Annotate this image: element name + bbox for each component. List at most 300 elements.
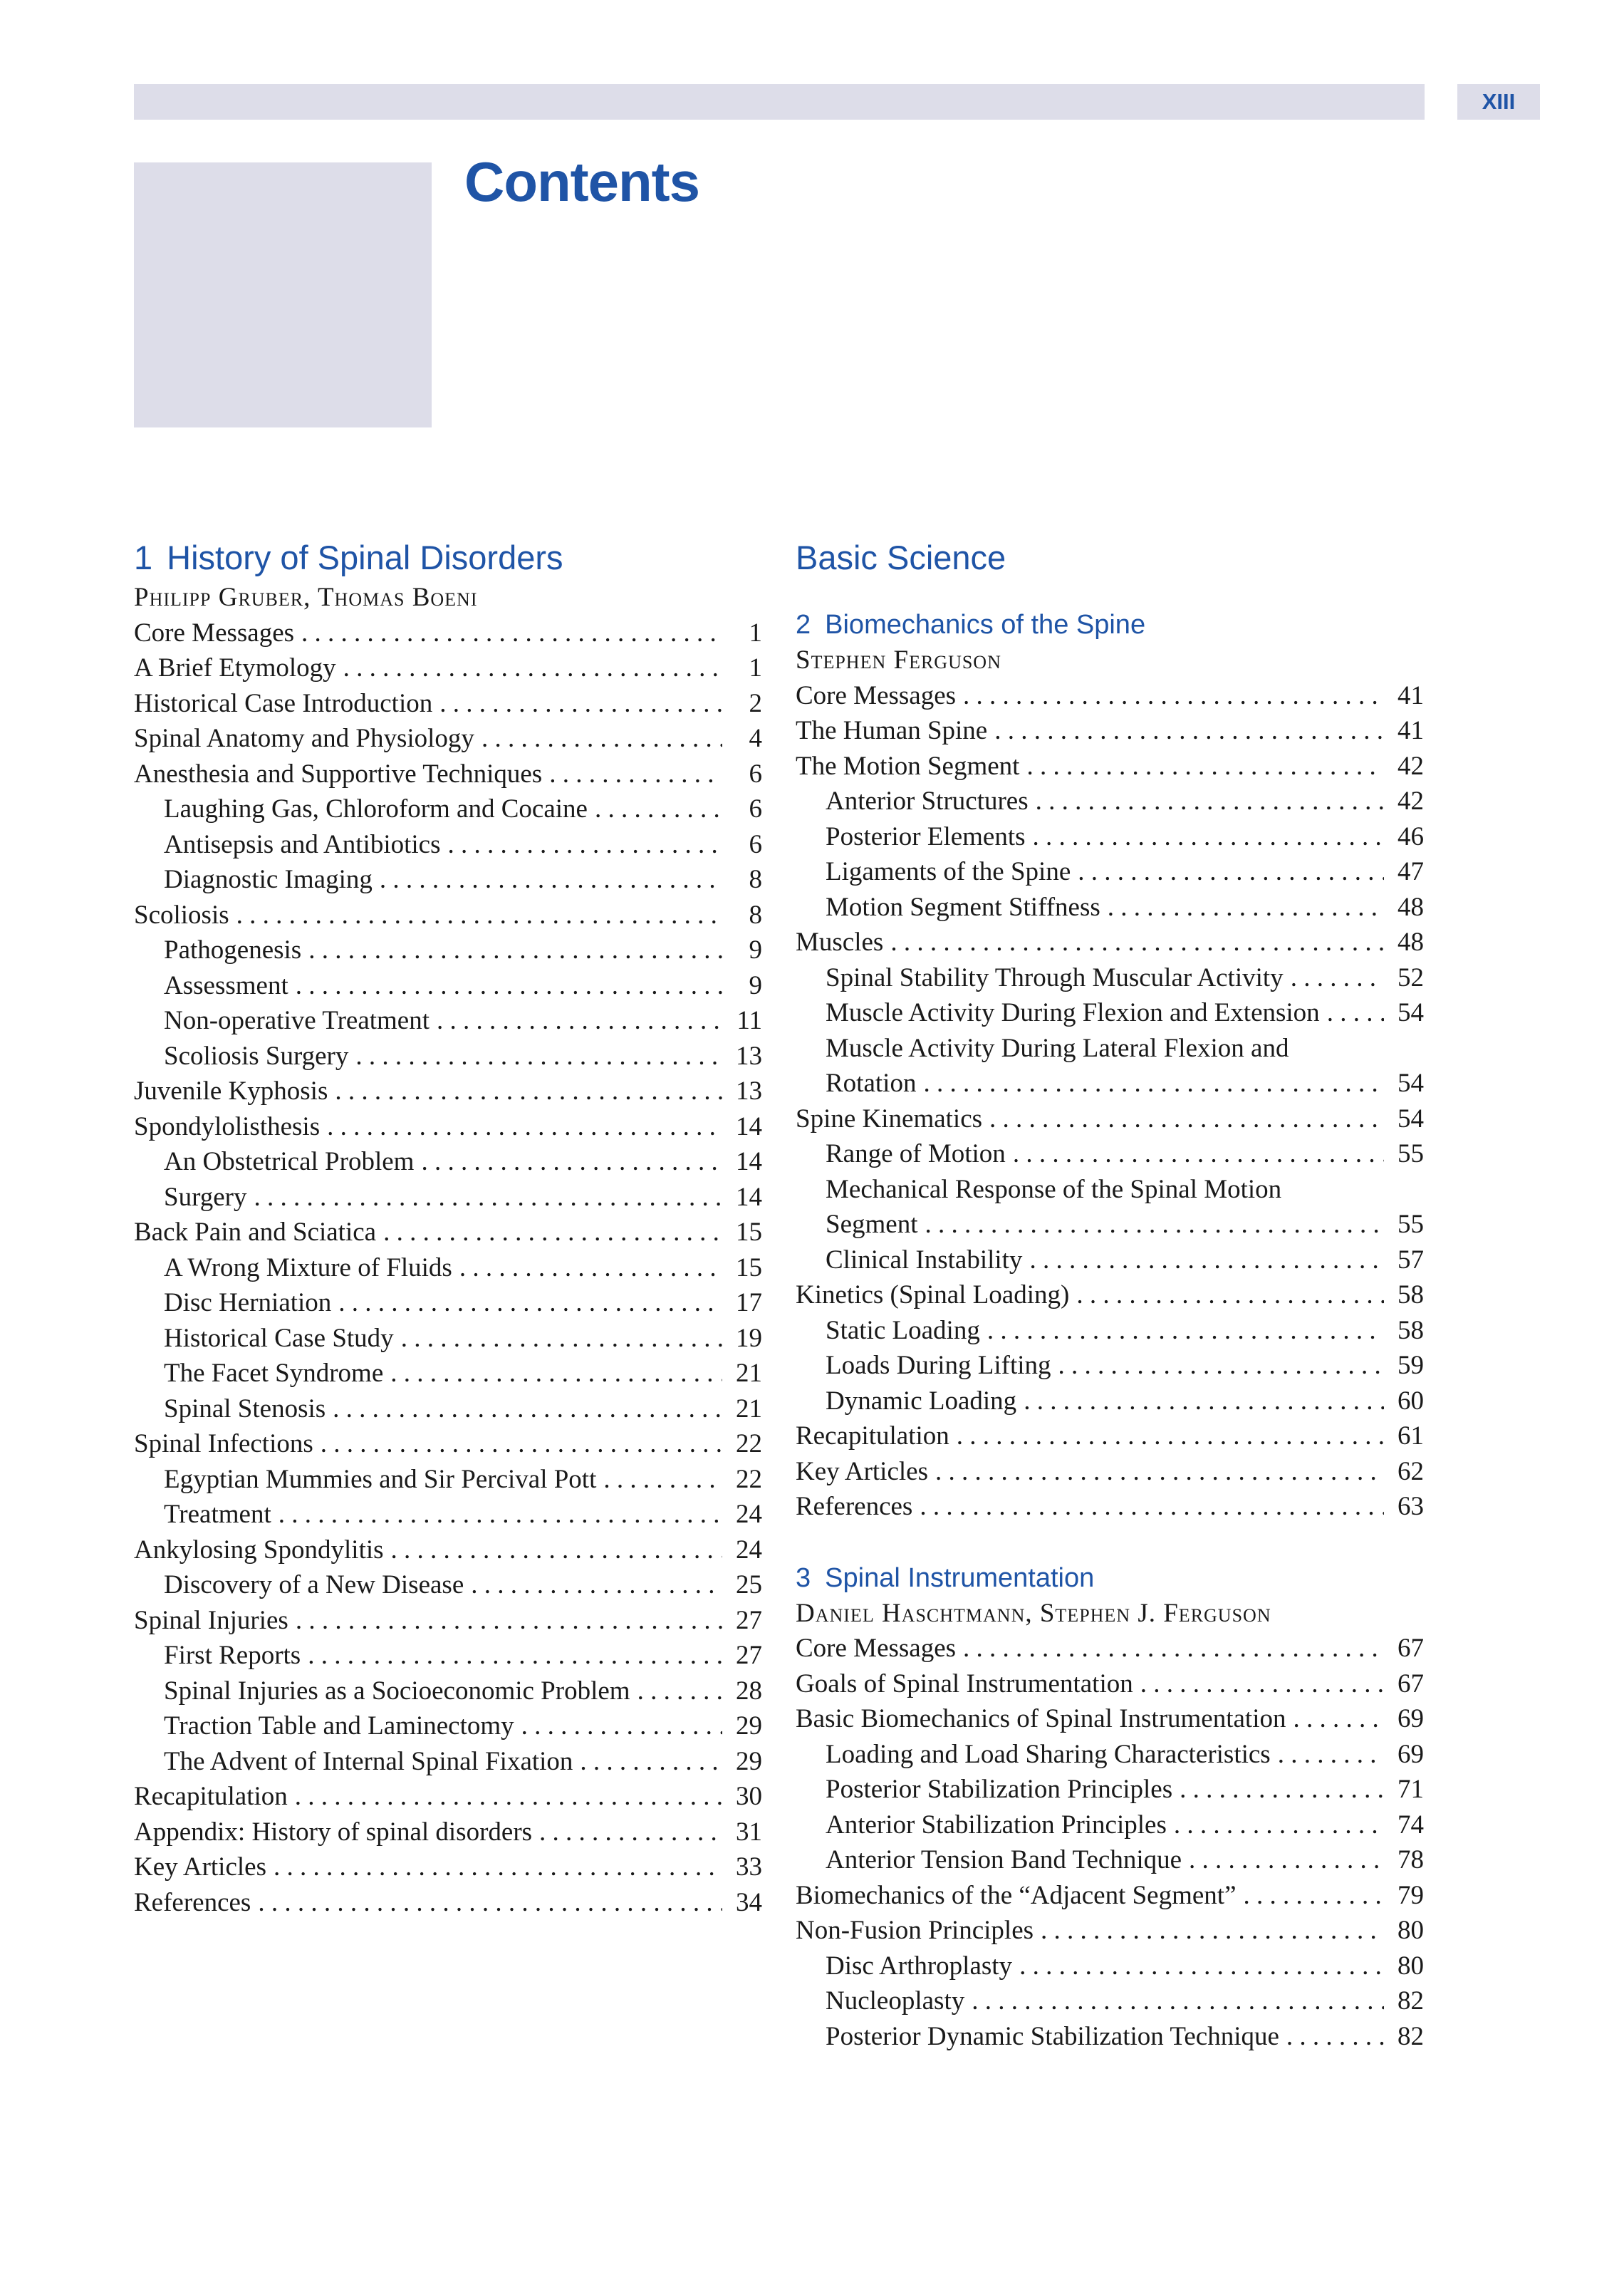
toc-subentry[interactable] bbox=[796, 1737, 1424, 1773]
toc-entry-title: Disc Arthroplasty bbox=[826, 1951, 1013, 1981]
dot-leader bbox=[1029, 1243, 1384, 1278]
chapter-number: 2 bbox=[796, 610, 811, 640]
dot-leader bbox=[637, 1674, 722, 1709]
toc-page-number: 27 bbox=[736, 1641, 762, 1670]
toc-entry[interactable] bbox=[134, 1603, 762, 1639]
toc-entry[interactable] bbox=[134, 686, 762, 722]
toc-page-number: 54 bbox=[1397, 1104, 1424, 1134]
toc-page-number: 29 bbox=[736, 1711, 762, 1741]
toc-entry-title: Posterior Stabilization Principles bbox=[826, 1775, 1173, 1804]
toc-page-number: 4 bbox=[749, 724, 762, 753]
toc-page-number: 13 bbox=[736, 1041, 762, 1071]
dot-leader bbox=[236, 898, 722, 933]
dot-leader bbox=[595, 792, 722, 827]
toc-subentry[interactable] bbox=[796, 1066, 1424, 1101]
toc-page-number: 21 bbox=[736, 1359, 762, 1388]
toc-subentry[interactable] bbox=[134, 1462, 762, 1498]
toc-entry-title: A Brief Etymology bbox=[134, 653, 336, 683]
toc-page-number: 48 bbox=[1397, 892, 1424, 922]
toc-entry[interactable] bbox=[796, 678, 1424, 714]
dot-leader bbox=[963, 1631, 1384, 1666]
toc-page-number: 9 bbox=[749, 935, 762, 965]
dot-leader bbox=[295, 1779, 722, 1815]
dot-leader bbox=[333, 1391, 722, 1427]
spacer bbox=[796, 1525, 1424, 1560]
toc-entry-title: Muscle Activity During Flexion and Extension bbox=[826, 998, 1320, 1027]
chapter-3-title[interactable] bbox=[796, 1560, 1424, 1596]
toc-subentry[interactable] bbox=[796, 1313, 1424, 1349]
toc-column-right bbox=[796, 536, 1424, 2054]
toc-page-number: 46 bbox=[1397, 821, 1424, 851]
toc-entry-title: Anesthesia and Supportive Techniques bbox=[134, 759, 543, 789]
toc-entry-title: A Wrong Mixture of Fluids bbox=[164, 1252, 452, 1282]
toc-page-number: 80 bbox=[1397, 1916, 1424, 1945]
toc-entry-title: Key Articles bbox=[134, 1852, 266, 1882]
toc-subentry[interactable] bbox=[796, 819, 1424, 855]
toc-entry-title: Recapitulation bbox=[796, 1421, 949, 1451]
toc-entry-title: Biomechanics of the “Adjacent Segment” bbox=[796, 1880, 1237, 1910]
toc-entry[interactable] bbox=[134, 1532, 762, 1568]
toc-entry[interactable] bbox=[134, 616, 762, 651]
toc-subentry[interactable] bbox=[796, 1243, 1424, 1278]
dot-leader bbox=[1036, 784, 1384, 819]
toc-subentry[interactable] bbox=[134, 1708, 762, 1744]
dot-leader bbox=[327, 1109, 722, 1145]
toc-entry-title: Treatment bbox=[164, 1500, 271, 1529]
toc-entry-title[interactable]: Muscle Activity During Lateral Flexion and bbox=[826, 1033, 1289, 1063]
toc-page-number: 48 bbox=[1397, 928, 1424, 957]
toc-page-number: 24 bbox=[736, 1535, 762, 1565]
toc-page-number: 11 bbox=[736, 1006, 762, 1035]
toc-subentry[interactable] bbox=[134, 1744, 762, 1780]
toc-entry[interactable] bbox=[796, 925, 1424, 960]
chapter-1-authors: Philipp Gruber, Thomas Boeni bbox=[134, 583, 478, 612]
toc-page-number: 80 bbox=[1397, 1951, 1424, 1981]
toc-page-number: 47 bbox=[1397, 857, 1424, 886]
toc-page-number: 19 bbox=[736, 1323, 762, 1353]
dot-leader bbox=[580, 1744, 722, 1780]
dot-leader bbox=[935, 1454, 1384, 1490]
page-title: Contents bbox=[464, 150, 699, 213]
toc-entry-title: Anterior Tension Band Technique bbox=[826, 1845, 1182, 1874]
toc-subentry[interactable] bbox=[796, 960, 1424, 996]
dot-leader bbox=[1327, 995, 1384, 1031]
toc-subentry[interactable] bbox=[134, 968, 762, 1004]
dot-leader bbox=[1041, 1913, 1384, 1949]
toc-subentry[interactable] bbox=[134, 1391, 762, 1427]
toc-page-number: 9 bbox=[749, 970, 762, 1000]
dot-leader bbox=[448, 827, 723, 863]
toc-entry-title: Key Articles bbox=[796, 1456, 928, 1486]
toc-subentry[interactable] bbox=[134, 862, 762, 898]
dot-leader bbox=[1180, 1772, 1384, 1807]
toc-entry-title: Assessment bbox=[164, 970, 288, 1000]
toc-subentry[interactable] bbox=[796, 1384, 1424, 1419]
toc-page-number: 1 bbox=[749, 653, 762, 683]
toc-subentry[interactable] bbox=[796, 1842, 1424, 1878]
toc-entry-title: Nucleoplasty bbox=[826, 1986, 965, 2016]
toc-entry-title: Posterior Elements bbox=[826, 821, 1026, 851]
toc-page-number: 42 bbox=[1397, 787, 1424, 816]
toc-subentry[interactable] bbox=[796, 1348, 1424, 1384]
dot-leader bbox=[923, 1066, 1384, 1101]
toc-page-number: 6 bbox=[749, 794, 762, 824]
toc-page-number: 21 bbox=[736, 1394, 762, 1423]
toc-entry-title: Ligaments of the Spine bbox=[826, 857, 1071, 886]
dot-leader bbox=[308, 933, 722, 968]
dot-leader bbox=[890, 925, 1384, 960]
dot-leader bbox=[1291, 960, 1384, 996]
toc-subentry[interactable] bbox=[134, 1003, 762, 1039]
toc-entry-title: Motion Segment Stiffness bbox=[826, 892, 1100, 922]
toc-subentry[interactable] bbox=[134, 792, 762, 827]
dot-leader bbox=[539, 1815, 722, 1850]
toc-page-number: 1 bbox=[749, 618, 762, 648]
dot-leader bbox=[920, 1489, 1384, 1525]
toc-subentry[interactable] bbox=[134, 1250, 762, 1286]
toc-entry[interactable] bbox=[134, 650, 762, 686]
dot-leader bbox=[437, 1003, 722, 1039]
toc-entry[interactable] bbox=[796, 1454, 1424, 1490]
toc-entry-title: Surgery bbox=[164, 1182, 247, 1212]
toc-page-number: 41 bbox=[1397, 680, 1424, 710]
toc-subentry[interactable] bbox=[796, 1807, 1424, 1843]
chapter-title-text: Biomechanics of the Spine bbox=[825, 610, 1146, 640]
toc-subentry[interactable] bbox=[796, 1772, 1424, 1807]
toc-entry[interactable] bbox=[796, 1701, 1424, 1737]
toc-page-number: 79 bbox=[1397, 1880, 1424, 1910]
toc-entry[interactable] bbox=[134, 1426, 762, 1462]
decorative-block bbox=[134, 162, 432, 427]
dot-leader bbox=[1013, 1136, 1384, 1172]
toc-entry-title: Historical Case Study bbox=[164, 1323, 394, 1353]
toc-page-number: 8 bbox=[749, 865, 762, 894]
toc-entry-title: Goals of Spinal Instrumentation bbox=[796, 1669, 1133, 1698]
toc-entry[interactable] bbox=[134, 1074, 762, 1109]
dot-leader bbox=[355, 1039, 722, 1074]
toc-entry-title: Loads During Lifting bbox=[826, 1351, 1051, 1380]
toc-subentry[interactable] bbox=[134, 1285, 762, 1321]
toc-column-left bbox=[134, 536, 762, 1920]
dot-leader bbox=[1140, 1666, 1384, 1702]
toc-subentry[interactable] bbox=[134, 1180, 762, 1215]
toc-entry-title: References bbox=[796, 1492, 913, 1521]
dot-leader bbox=[1174, 1807, 1384, 1843]
dot-leader bbox=[254, 1180, 722, 1215]
toc-entry-title: The Human Spine bbox=[796, 716, 988, 745]
toc-page-number: 57 bbox=[1397, 1245, 1424, 1275]
toc-page-number: 30 bbox=[736, 1782, 762, 1811]
toc-entry-title: Loading and Load Sharing Characteristics bbox=[826, 1739, 1271, 1769]
header-bar bbox=[134, 84, 1425, 120]
toc-entry-title: Spondylolisthesis bbox=[134, 1111, 321, 1141]
toc-entry-title: References bbox=[134, 1887, 251, 1917]
dot-leader bbox=[338, 1285, 722, 1321]
dot-leader bbox=[343, 650, 722, 686]
dot-leader bbox=[391, 1532, 722, 1568]
dot-leader bbox=[987, 1313, 1384, 1349]
toc-page-number: 82 bbox=[1397, 1986, 1424, 2016]
toc-page-number: 29 bbox=[736, 1746, 762, 1776]
dot-leader bbox=[308, 1638, 722, 1674]
toc-entry-title: Rotation bbox=[826, 1069, 917, 1098]
toc-page-number: 69 bbox=[1397, 1704, 1424, 1733]
toc-page-number: 78 bbox=[1397, 1845, 1424, 1874]
toc-subentry[interactable] bbox=[134, 1638, 762, 1674]
chapter-1-title[interactable] bbox=[134, 536, 762, 580]
dot-leader bbox=[989, 1101, 1384, 1137]
toc-page-number: 6 bbox=[749, 759, 762, 789]
toc-entry-title: Posterior Dynamic Stabilization Technique bbox=[826, 2021, 1279, 2051]
chapter-number: 1 bbox=[134, 539, 153, 576]
toc-page-number: 31 bbox=[736, 1817, 762, 1847]
chapter-title-text: History of Spinal Disorders bbox=[167, 539, 563, 576]
toc-entry[interactable] bbox=[796, 1631, 1424, 1666]
toc-entry-title: Non-Fusion Principles bbox=[796, 1916, 1034, 1945]
toc-subentry[interactable] bbox=[134, 933, 762, 968]
dot-leader bbox=[994, 713, 1384, 749]
dot-leader bbox=[401, 1321, 722, 1357]
toc-entry[interactable] bbox=[796, 1878, 1424, 1914]
toc-page-number: 27 bbox=[736, 1605, 762, 1635]
toc-entry[interactable] bbox=[796, 1418, 1424, 1454]
toc-page-number: 41 bbox=[1397, 716, 1424, 745]
toc-entry-title: Traction Table and Laminectomy bbox=[164, 1711, 514, 1741]
toc-page-number: 54 bbox=[1397, 1069, 1424, 1098]
toc-page-number: 63 bbox=[1397, 1492, 1424, 1521]
dot-leader bbox=[549, 757, 722, 792]
toc-subentry[interactable] bbox=[796, 2019, 1424, 2055]
toc-entry-title: First Reports bbox=[164, 1641, 301, 1670]
toc-subentry[interactable] bbox=[796, 784, 1424, 819]
dot-leader bbox=[957, 1418, 1384, 1454]
dot-leader bbox=[439, 686, 722, 722]
toc-page-number: 71 bbox=[1397, 1775, 1424, 1804]
toc-entry-title: Egyptian Mummies and Sir Percival Pott bbox=[164, 1464, 597, 1494]
toc-subentry[interactable] bbox=[134, 1144, 762, 1180]
toc-entry-title: Segment bbox=[826, 1210, 918, 1239]
toc-subentry[interactable] bbox=[796, 1136, 1424, 1172]
toc-entry-title: Juvenile Kyphosis bbox=[134, 1077, 328, 1106]
toc-entry-title: Range of Motion bbox=[826, 1139, 1006, 1168]
chapter-2-title[interactable] bbox=[796, 607, 1424, 643]
toc-entry-title: Appendix: History of spinal disorders bbox=[134, 1817, 533, 1847]
toc-subentry[interactable] bbox=[134, 1321, 762, 1357]
toc-entry-title: The Motion Segment bbox=[796, 751, 1020, 781]
toc-page-number: 22 bbox=[736, 1429, 762, 1458]
toc-entry-title: Anterior Structures bbox=[826, 787, 1029, 816]
toc-page-number: 67 bbox=[1397, 1634, 1424, 1663]
chapter-2-authors: Stephen Ferguson bbox=[796, 645, 1001, 675]
dot-leader bbox=[1293, 1701, 1384, 1737]
toc-page-number: 60 bbox=[1397, 1386, 1424, 1416]
toc-entry-title: Ankylosing Spondylitis bbox=[134, 1535, 384, 1565]
dot-leader bbox=[335, 1074, 722, 1109]
toc-page-number: 34 bbox=[736, 1887, 762, 1917]
dot-leader bbox=[1286, 2019, 1384, 2055]
toc-entry-title: Recapitulation bbox=[134, 1782, 288, 1811]
dot-leader bbox=[383, 1215, 722, 1250]
dot-leader bbox=[972, 1983, 1384, 2019]
toc-subentry[interactable] bbox=[134, 1039, 762, 1074]
toc-subentry[interactable] bbox=[796, 854, 1424, 890]
toc-page-number: 24 bbox=[736, 1500, 762, 1529]
dot-leader bbox=[279, 1497, 722, 1532]
dot-leader bbox=[459, 1250, 722, 1286]
toc-entry-title: Diagnostic Imaging bbox=[164, 865, 373, 894]
dot-leader bbox=[521, 1708, 722, 1744]
dot-leader bbox=[1108, 890, 1384, 925]
toc-page-number: 25 bbox=[736, 1570, 762, 1599]
toc-entry-title: Core Messages bbox=[134, 618, 295, 648]
toc-page-number: 13 bbox=[736, 1077, 762, 1106]
chapter-title-text: Spinal Instrumentation bbox=[825, 1562, 1095, 1593]
toc-page-number: 42 bbox=[1397, 751, 1424, 781]
toc-entry-title: Dynamic Loading bbox=[826, 1386, 1017, 1416]
dot-leader bbox=[1033, 819, 1384, 855]
toc-entry-title: Antisepsis and Antibiotics bbox=[164, 829, 441, 859]
toc-entry-title: Spinal Infections bbox=[134, 1429, 313, 1458]
toc-entry[interactable] bbox=[134, 1885, 762, 1921]
toc-page-number: 59 bbox=[1397, 1351, 1424, 1380]
toc-page-number: 55 bbox=[1397, 1139, 1424, 1168]
dot-leader bbox=[296, 1603, 722, 1639]
toc-page-number: 15 bbox=[736, 1252, 762, 1282]
toc-page-number: 33 bbox=[736, 1852, 762, 1882]
dot-leader bbox=[321, 1426, 722, 1462]
dot-leader bbox=[1026, 749, 1384, 784]
toc-page-number: 6 bbox=[749, 829, 762, 859]
toc-entry[interactable] bbox=[134, 721, 762, 757]
toc-entry[interactable] bbox=[796, 749, 1424, 784]
toc-page-number: 61 bbox=[1397, 1421, 1424, 1451]
toc-page-number: 62 bbox=[1397, 1456, 1424, 1486]
toc-entry[interactable] bbox=[796, 713, 1424, 749]
toc-entry-title: Spinal Injuries bbox=[134, 1605, 288, 1635]
toc-entry-title: Spinal Stenosis bbox=[164, 1394, 326, 1423]
dot-leader bbox=[1244, 1878, 1384, 1914]
toc-page-number: 69 bbox=[1397, 1739, 1424, 1769]
toc-subentry[interactable] bbox=[796, 1983, 1424, 2019]
dot-leader bbox=[421, 1144, 722, 1180]
toc-entry-title: Back Pain and Sciatica bbox=[134, 1218, 377, 1247]
toc-entry-title: Clinical Instability bbox=[826, 1245, 1023, 1275]
dot-leader bbox=[1189, 1842, 1384, 1878]
toc-entry[interactable] bbox=[796, 1913, 1424, 1949]
toc-entry-title: Spinal Stability Through Muscular Activity bbox=[826, 963, 1284, 992]
dot-leader bbox=[274, 1850, 722, 1885]
toc-subentry[interactable] bbox=[134, 1567, 762, 1603]
toc-entry-title: Basic Biomechanics of Spinal Instrumentation bbox=[796, 1704, 1286, 1733]
toc-subentry[interactable] bbox=[134, 827, 762, 863]
chapter-number: 3 bbox=[796, 1562, 811, 1593]
toc-entry-title: Kinetics (Spinal Loading) bbox=[796, 1280, 1070, 1309]
dot-leader bbox=[471, 1567, 722, 1603]
toc-subentry[interactable] bbox=[134, 1356, 762, 1391]
toc-entry-title: Muscles bbox=[796, 928, 884, 957]
page-number: XIII bbox=[1457, 84, 1540, 120]
toc-subentry[interactable] bbox=[796, 890, 1424, 925]
toc-entry[interactable] bbox=[134, 1215, 762, 1250]
toc-subentry[interactable] bbox=[796, 1949, 1424, 1984]
dot-leader bbox=[963, 678, 1384, 714]
toc-page-number: 74 bbox=[1397, 1810, 1424, 1840]
toc-entry-title: Anterior Stabilization Principles bbox=[826, 1810, 1167, 1840]
toc-page-number: 55 bbox=[1397, 1210, 1424, 1239]
toc-entry-title: The Advent of Internal Spinal Fixation bbox=[164, 1746, 573, 1776]
toc-page-number: 22 bbox=[736, 1464, 762, 1494]
toc-page-number: 14 bbox=[736, 1111, 762, 1141]
toc-subentry[interactable] bbox=[134, 1497, 762, 1532]
toc-entry-title: The Facet Syndrome bbox=[164, 1359, 384, 1388]
toc-entry-title: An Obstetrical Problem bbox=[164, 1147, 415, 1176]
toc-entry[interactable] bbox=[134, 757, 762, 792]
toc-entry[interactable] bbox=[134, 1815, 762, 1850]
toc-page-number: 17 bbox=[736, 1288, 762, 1317]
dot-leader bbox=[1076, 1277, 1384, 1313]
toc-page-number: 82 bbox=[1397, 2021, 1424, 2051]
toc-page-number: 28 bbox=[736, 1676, 762, 1706]
toc-entry[interactable] bbox=[134, 1850, 762, 1885]
toc-subentry[interactable] bbox=[134, 1674, 762, 1709]
toc-entry[interactable] bbox=[134, 1779, 762, 1815]
dot-leader bbox=[1019, 1949, 1384, 1984]
toc-entry-title: Discovery of a New Disease bbox=[164, 1570, 464, 1599]
dot-leader bbox=[1078, 854, 1384, 890]
toc-entry-title: Core Messages bbox=[796, 1634, 957, 1663]
toc-entry-title: Scoliosis Surgery bbox=[164, 1041, 349, 1071]
dot-leader bbox=[1058, 1348, 1384, 1384]
toc-entry[interactable] bbox=[796, 1101, 1424, 1137]
toc-entry[interactable] bbox=[796, 1666, 1424, 1702]
toc-entry-title: Spine Kinematics bbox=[796, 1104, 983, 1134]
dot-leader bbox=[925, 1207, 1384, 1243]
dot-leader bbox=[380, 862, 722, 898]
toc-entry-title: Scoliosis bbox=[134, 900, 229, 930]
toc-entry[interactable] bbox=[796, 1277, 1424, 1313]
part-title: Basic Science bbox=[796, 539, 1006, 576]
toc-entry[interactable] bbox=[796, 1489, 1424, 1525]
toc-page-number: 67 bbox=[1397, 1669, 1424, 1698]
dot-leader bbox=[603, 1462, 722, 1498]
toc-entry[interactable] bbox=[134, 1109, 762, 1145]
toc-entry[interactable] bbox=[134, 898, 762, 933]
toc-entry-title: Static Loading bbox=[826, 1315, 980, 1345]
toc-page-number: 14 bbox=[736, 1147, 762, 1176]
toc-entry-title: Spinal Anatomy and Physiology bbox=[134, 724, 474, 753]
toc-subentry[interactable] bbox=[796, 995, 1424, 1031]
dot-leader bbox=[1024, 1384, 1384, 1419]
dot-leader bbox=[296, 968, 722, 1004]
toc-entry-title: Pathogenesis bbox=[164, 935, 302, 965]
chapter-1-entries bbox=[134, 616, 762, 1921]
toc-entry-title: Laughing Gas, Chloroform and Cocaine bbox=[164, 794, 588, 824]
dot-leader bbox=[390, 1356, 722, 1391]
dot-leader bbox=[482, 721, 722, 757]
toc-page-number: 58 bbox=[1397, 1280, 1424, 1309]
toc-entry-title[interactable]: Mechanical Response of the Spinal Motion bbox=[826, 1174, 1282, 1204]
toc-entry-title: Historical Case Introduction bbox=[134, 688, 433, 718]
toc-page-number: 54 bbox=[1397, 998, 1424, 1027]
toc-page-number: 2 bbox=[749, 688, 762, 718]
toc-subentry[interactable] bbox=[796, 1207, 1424, 1243]
toc-page-number: 52 bbox=[1397, 963, 1424, 992]
toc-page-number: 58 bbox=[1397, 1315, 1424, 1345]
toc-entry-title: Core Messages bbox=[796, 680, 957, 710]
toc-entry-title: Spinal Injuries as a Socioeconomic Problem bbox=[164, 1676, 630, 1706]
toc-page-number: 14 bbox=[736, 1182, 762, 1212]
spacer bbox=[796, 580, 1424, 607]
